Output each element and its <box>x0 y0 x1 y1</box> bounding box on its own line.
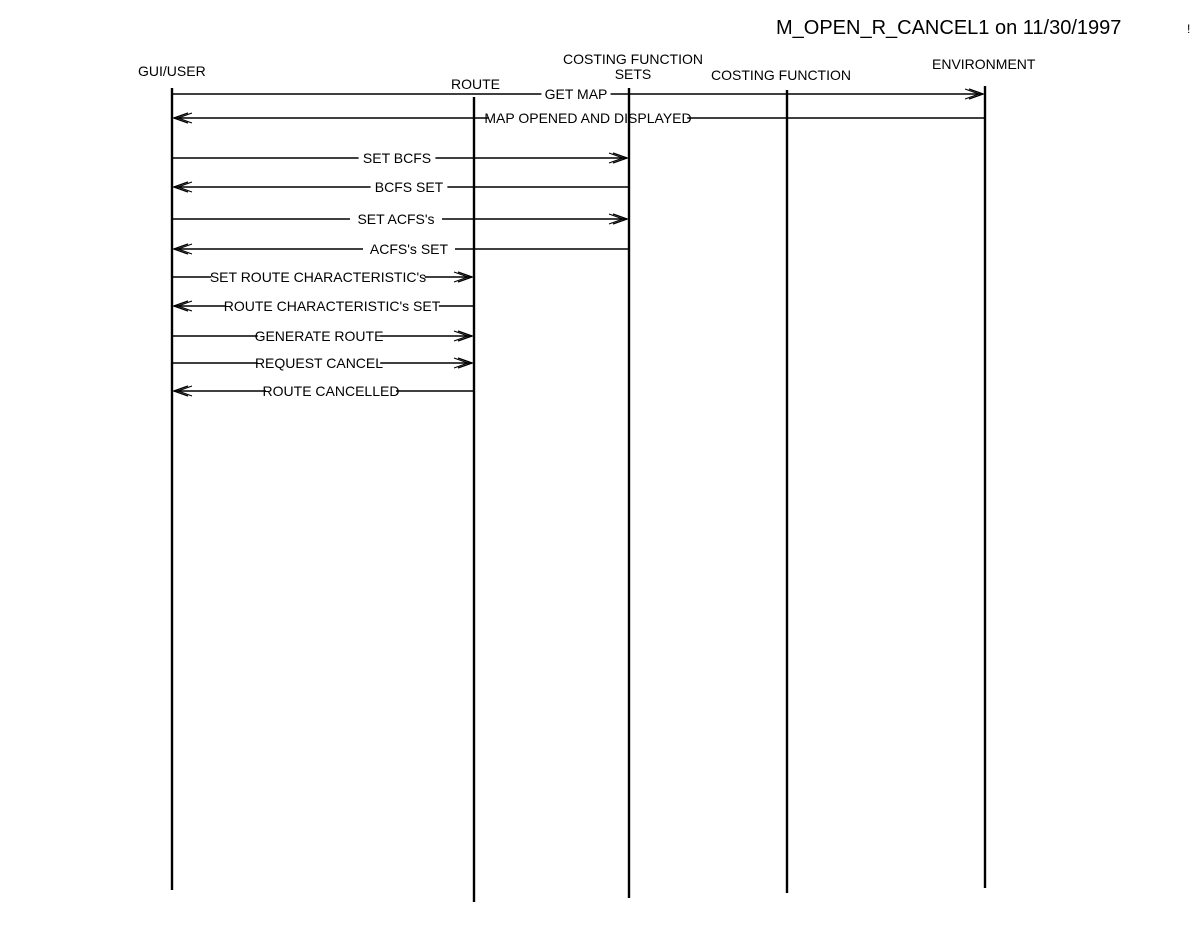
diagram-title: M_OPEN_R_CANCEL1 on 11/30/1997 <box>776 17 1122 39</box>
lane-label-environment: ENVIRONMENT <box>932 56 1036 72</box>
message-label: SET BCFS <box>362 150 432 166</box>
message-label: ROUTE CHARACTERISTIC's SET <box>223 298 441 314</box>
message-label: SET ACFS's <box>357 211 435 227</box>
message-5 <box>172 211 627 227</box>
message-9 <box>172 328 472 344</box>
edge-mark: ! <box>1187 22 1191 36</box>
message-label: BCFS SET <box>374 179 444 195</box>
lifelines <box>172 86 985 902</box>
message-4 <box>174 179 629 195</box>
lane-label-route: ROUTE <box>451 76 500 92</box>
message-label: REQUEST CANCEL <box>254 355 384 371</box>
message-11 <box>174 383 474 399</box>
message-8 <box>174 298 474 314</box>
lane-label-costing-function: COSTING FUNCTION <box>711 67 851 83</box>
message-label: ACFS's SET <box>369 241 449 257</box>
message-label: GET MAP <box>544 86 608 102</box>
message-7 <box>172 269 472 285</box>
message-6 <box>174 241 629 257</box>
message-10 <box>172 355 472 371</box>
message-label: GENERATE ROUTE <box>254 328 384 344</box>
message-label: MAP OPENED AND DISPLAYED <box>484 110 692 126</box>
message-3 <box>172 150 627 166</box>
message-2 <box>174 110 985 126</box>
lane-label-gui: GUI/USER <box>138 63 206 79</box>
message-1 <box>172 86 983 102</box>
message-label: SET ROUTE CHARACTERISTIC's <box>209 269 427 285</box>
lane-label-costing-function-sets: COSTING FUNCTION SETS <box>563 51 703 82</box>
messages <box>172 86 985 399</box>
message-label: ROUTE CANCELLED <box>262 383 400 399</box>
